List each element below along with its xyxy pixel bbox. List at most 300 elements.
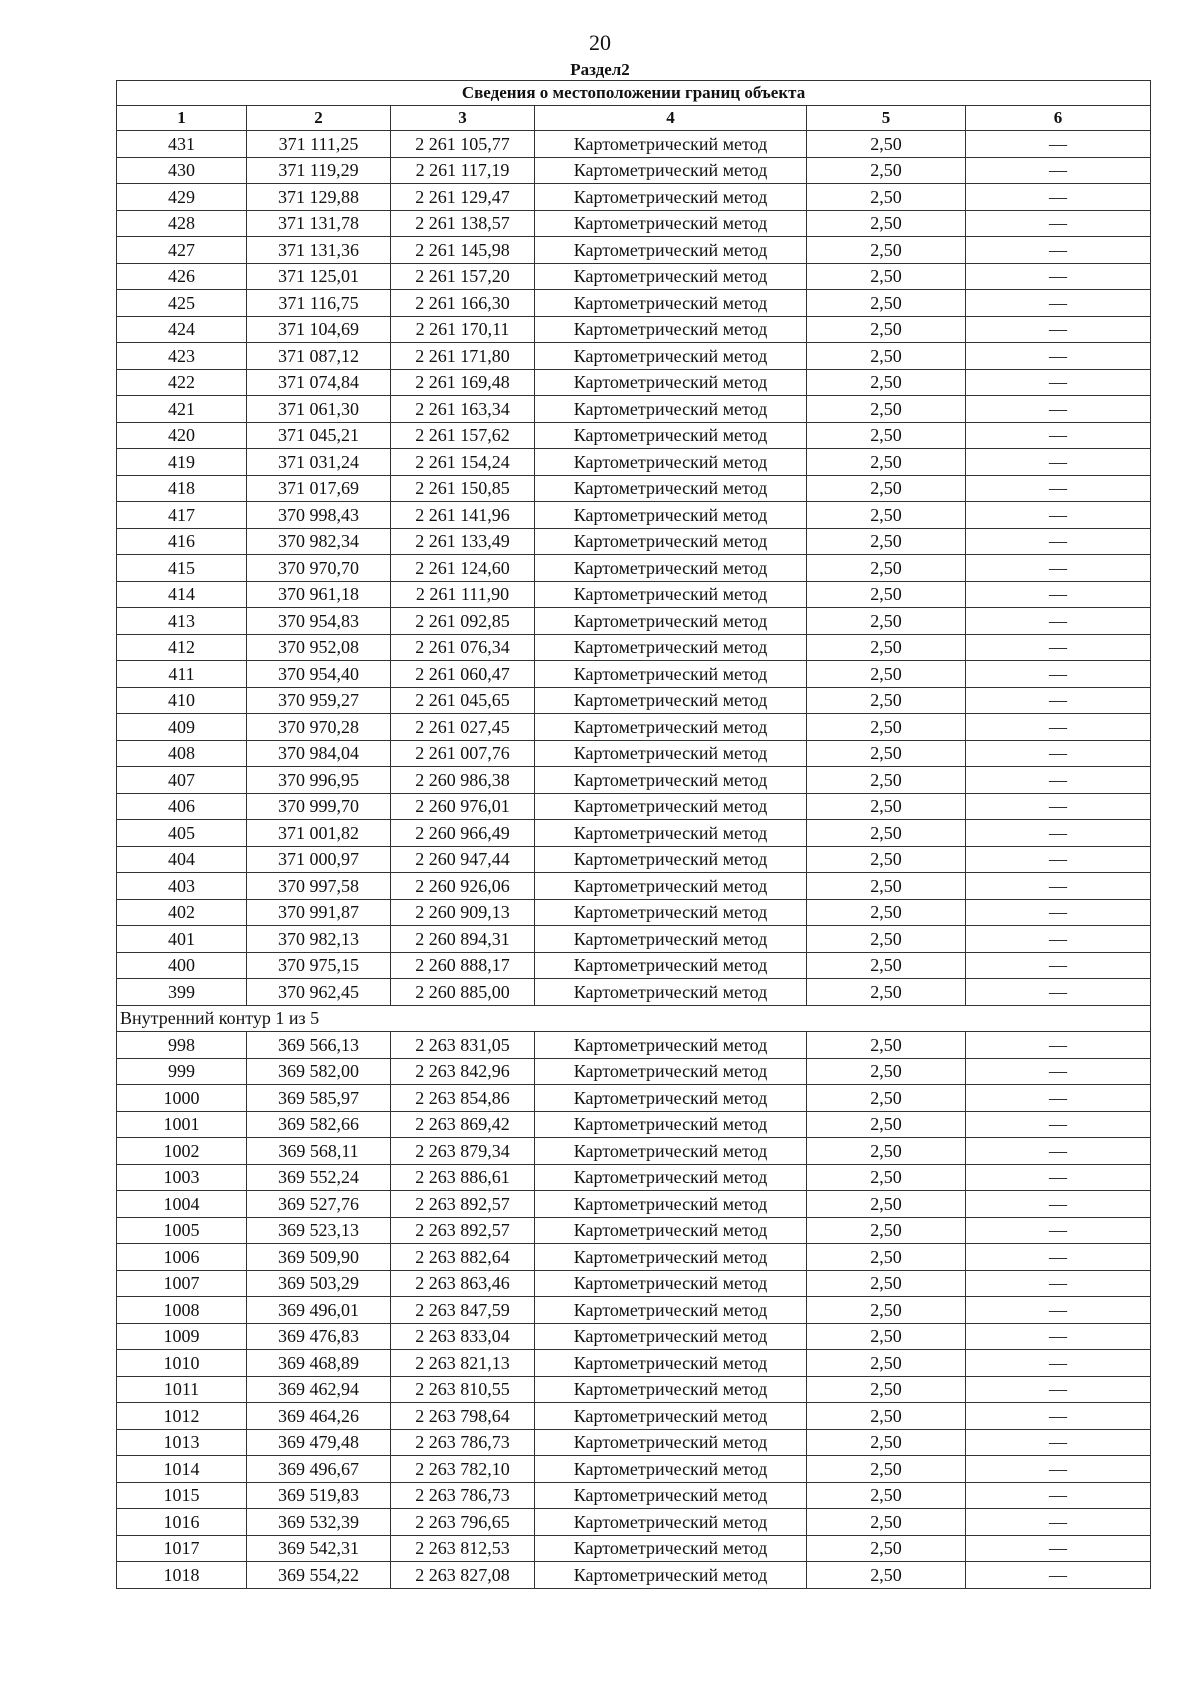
table-row [117,952,1151,979]
table-row [117,237,1151,264]
point-number-cell: 409 [117,714,247,741]
y-coordinate-cell: 2 260 986,38 [391,767,535,794]
accuracy-cell: 2,50 [807,1191,966,1218]
point-number-cell: 1016 [117,1509,247,1536]
y-coordinate-cell: 2 263 782,10 [391,1456,535,1483]
description-cell: — [966,1244,1151,1271]
point-number-cell: 1014 [117,1456,247,1483]
point-number-cell: 408 [117,740,247,767]
description-cell: — [966,157,1151,184]
x-coordinate-cell: 371 017,69 [247,475,391,502]
description-cell: — [966,210,1151,237]
description-cell: — [966,290,1151,317]
accuracy-cell: 2,50 [807,1058,966,1085]
y-coordinate-cell: 2 263 827,08 [391,1562,535,1589]
point-number-cell: 411 [117,661,247,688]
table-row [117,793,1151,820]
accuracy-cell: 2,50 [807,210,966,237]
x-coordinate-cell: 371 119,29 [247,157,391,184]
x-coordinate-cell: 369 503,29 [247,1270,391,1297]
table-row [117,369,1151,396]
point-number-cell: 415 [117,555,247,582]
accuracy-cell: 2,50 [807,1138,966,1165]
accuracy-cell: 2,50 [807,1376,966,1403]
table-row [117,634,1151,661]
accuracy-cell: 2,50 [807,1111,966,1138]
boundary-table [116,80,1151,1589]
x-coordinate-cell: 369 566,13 [247,1032,391,1059]
method-cell: Картометрический метод [535,1058,807,1085]
point-number-cell: 425 [117,290,247,317]
y-coordinate-cell: 2 261 133,49 [391,528,535,555]
column-header: 2 [247,106,391,131]
y-coordinate-cell: 2 263 892,57 [391,1217,535,1244]
method-cell: Картометрический метод [535,263,807,290]
point-number-cell: 1012 [117,1403,247,1430]
description-cell: — [966,1111,1151,1138]
accuracy-cell: 2,50 [807,1164,966,1191]
description-cell: — [966,608,1151,635]
x-coordinate-cell: 370 982,13 [247,926,391,953]
x-coordinate-cell: 371 116,75 [247,290,391,317]
x-coordinate-cell: 370 952,08 [247,634,391,661]
method-cell: Картометрический метод [535,608,807,635]
accuracy-cell: 2,50 [807,1085,966,1112]
accuracy-cell: 2,50 [807,1217,966,1244]
description-cell: — [966,1032,1151,1059]
contour-heading: Внутренний контур 1 из 5 [117,1005,1151,1032]
y-coordinate-cell: 2 261 124,60 [391,555,535,582]
x-coordinate-cell: 369 464,26 [247,1403,391,1430]
accuracy-cell: 2,50 [807,820,966,847]
x-coordinate-cell: 370 961,18 [247,581,391,608]
method-cell: Картометрический метод [535,1323,807,1350]
point-number-cell: 429 [117,184,247,211]
x-coordinate-cell: 369 479,48 [247,1429,391,1456]
point-number-cell: 1009 [117,1323,247,1350]
description-cell: — [966,422,1151,449]
point-number-cell: 1015 [117,1482,247,1509]
column-number-row [117,106,1151,131]
description-cell: — [966,343,1151,370]
point-number-cell: 999 [117,1058,247,1085]
column-header: 4 [535,106,807,131]
accuracy-cell: 2,50 [807,1270,966,1297]
point-number-cell: 1006 [117,1244,247,1271]
method-cell: Картометрический метод [535,369,807,396]
x-coordinate-cell: 369 585,97 [247,1085,391,1112]
accuracy-cell: 2,50 [807,1244,966,1271]
column-header: 3 [391,106,535,131]
description-cell: — [966,1350,1151,1377]
method-cell: Картометрический метод [535,979,807,1006]
point-number-cell: 1013 [117,1429,247,1456]
y-coordinate-cell: 2 263 847,59 [391,1297,535,1324]
point-number-cell: 405 [117,820,247,847]
description-cell: — [966,1535,1151,1562]
table-row [117,1350,1151,1377]
table-row [117,131,1151,158]
method-cell: Картометрический метод [535,634,807,661]
accuracy-cell: 2,50 [807,1535,966,1562]
description-cell: — [966,528,1151,555]
accuracy-cell: 2,50 [807,1429,966,1456]
x-coordinate-cell: 369 554,22 [247,1562,391,1589]
point-number-cell: 418 [117,475,247,502]
y-coordinate-cell: 2 261 060,47 [391,661,535,688]
description-cell: — [966,1297,1151,1324]
page-number: 20 [589,30,611,55]
method-cell: Картометрический метод [535,1191,807,1218]
method-cell: Картометрический метод [535,1085,807,1112]
description-cell: — [966,661,1151,688]
table-row [117,873,1151,900]
description-cell: — [966,316,1151,343]
y-coordinate-cell: 2 263 869,42 [391,1111,535,1138]
accuracy-cell: 2,50 [807,1297,966,1324]
accuracy-cell: 2,50 [807,714,966,741]
accuracy-cell: 2,50 [807,899,966,926]
x-coordinate-cell: 371 074,84 [247,369,391,396]
point-number-cell: 1000 [117,1085,247,1112]
x-coordinate-cell: 370 991,87 [247,899,391,926]
x-coordinate-cell: 370 954,40 [247,661,391,688]
accuracy-cell: 2,50 [807,475,966,502]
method-cell: Картометрический метод [535,899,807,926]
table-row [117,157,1151,184]
description-cell: — [966,952,1151,979]
x-coordinate-cell: 370 975,15 [247,952,391,979]
point-number-cell: 1017 [117,1535,247,1562]
point-number-cell: 420 [117,422,247,449]
table-row [117,767,1151,794]
column-header: 1 [117,106,247,131]
x-coordinate-cell: 370 954,83 [247,608,391,635]
accuracy-cell: 2,50 [807,926,966,953]
table-row [117,1217,1151,1244]
accuracy-cell: 2,50 [807,687,966,714]
y-coordinate-cell: 2 263 786,73 [391,1482,535,1509]
x-coordinate-cell: 369 496,67 [247,1456,391,1483]
x-coordinate-cell: 371 087,12 [247,343,391,370]
y-coordinate-cell: 2 263 796,65 [391,1509,535,1536]
y-coordinate-cell: 2 263 831,05 [391,1032,535,1059]
description-cell: — [966,793,1151,820]
description-cell: — [966,846,1151,873]
description-cell: — [966,634,1151,661]
y-coordinate-cell: 2 263 812,53 [391,1535,535,1562]
y-coordinate-cell: 2 261 027,45 [391,714,535,741]
x-coordinate-cell: 369 552,24 [247,1164,391,1191]
accuracy-cell: 2,50 [807,290,966,317]
x-coordinate-cell: 370 970,28 [247,714,391,741]
method-cell: Картометрический метод [535,793,807,820]
point-number-cell: 401 [117,926,247,953]
description-cell: — [966,687,1151,714]
table-header [117,81,1151,131]
accuracy-cell: 2,50 [807,767,966,794]
table-row [117,184,1151,211]
table-row [117,263,1151,290]
x-coordinate-cell: 371 031,24 [247,449,391,476]
x-coordinate-cell: 369 582,00 [247,1058,391,1085]
point-number-cell: 403 [117,873,247,900]
point-number-cell: 416 [117,528,247,555]
point-number-cell: 431 [117,131,247,158]
method-cell: Картометрический метод [535,184,807,211]
method-cell: Картометрический метод [535,767,807,794]
table-row [117,714,1151,741]
table-row [117,1509,1151,1536]
y-coordinate-cell: 2 263 810,55 [391,1376,535,1403]
accuracy-cell: 2,50 [807,422,966,449]
description-cell: — [966,820,1151,847]
method-cell: Картометрический метод [535,952,807,979]
y-coordinate-cell: 2 261 045,65 [391,687,535,714]
table-row [117,608,1151,635]
x-coordinate-cell: 371 125,01 [247,263,391,290]
accuracy-cell: 2,50 [807,608,966,635]
point-number-cell: 430 [117,157,247,184]
y-coordinate-cell: 2 261 092,85 [391,608,535,635]
accuracy-cell: 2,50 [807,555,966,582]
y-coordinate-cell: 2 260 885,00 [391,979,535,1006]
method-cell: Картометрический метод [535,1032,807,1059]
point-number-cell: 402 [117,899,247,926]
y-coordinate-cell: 2 263 886,61 [391,1164,535,1191]
x-coordinate-cell: 369 523,13 [247,1217,391,1244]
x-coordinate-cell: 369 509,90 [247,1244,391,1271]
x-coordinate-cell: 371 129,88 [247,184,391,211]
point-number-cell: 422 [117,369,247,396]
y-coordinate-cell: 2 263 863,46 [391,1270,535,1297]
point-number-cell: 406 [117,793,247,820]
accuracy-cell: 2,50 [807,343,966,370]
accuracy-cell: 2,50 [807,740,966,767]
point-number-cell: 427 [117,237,247,264]
y-coordinate-cell: 2 261 166,30 [391,290,535,317]
accuracy-cell: 2,50 [807,1562,966,1589]
description-cell: — [966,714,1151,741]
method-cell: Картометрический метод [535,1456,807,1483]
y-coordinate-cell: 2 261 138,57 [391,210,535,237]
method-cell: Картометрический метод [535,661,807,688]
description-cell: — [966,1562,1151,1589]
description-cell: — [966,1164,1151,1191]
point-number-cell: 424 [117,316,247,343]
point-number-cell: 1005 [117,1217,247,1244]
description-cell: — [966,873,1151,900]
y-coordinate-cell: 2 260 894,31 [391,926,535,953]
accuracy-cell: 2,50 [807,952,966,979]
x-coordinate-cell: 371 045,21 [247,422,391,449]
point-number-cell: 400 [117,952,247,979]
point-number-cell: 414 [117,581,247,608]
method-cell: Картометрический метод [535,1350,807,1377]
table-row [117,1456,1151,1483]
y-coordinate-cell: 2 260 976,01 [391,793,535,820]
x-coordinate-cell: 370 982,34 [247,528,391,555]
method-cell: Картометрический метод [535,1164,807,1191]
y-coordinate-cell: 2 263 798,64 [391,1403,535,1430]
description-cell: — [966,184,1151,211]
column-header: 5 [807,106,966,131]
y-coordinate-cell: 2 261 150,85 [391,475,535,502]
point-number-cell: 423 [117,343,247,370]
contour-heading-row [117,1005,1151,1032]
y-coordinate-cell: 2 263 821,13 [391,1350,535,1377]
description-cell: — [966,396,1151,423]
x-coordinate-cell: 370 996,95 [247,767,391,794]
table-row [117,290,1151,317]
method-cell: Картометрический метод [535,343,807,370]
accuracy-cell: 2,50 [807,581,966,608]
method-cell: Картометрический метод [535,714,807,741]
description-cell: — [966,1429,1151,1456]
table-row [117,1297,1151,1324]
description-cell: — [966,581,1151,608]
x-coordinate-cell: 370 999,70 [247,793,391,820]
point-number-cell: 421 [117,396,247,423]
description-cell: — [966,1403,1151,1430]
method-cell: Картометрический метод [535,926,807,953]
accuracy-cell: 2,50 [807,528,966,555]
y-coordinate-cell: 2 261 169,48 [391,369,535,396]
method-cell: Картометрический метод [535,846,807,873]
table-row [117,846,1151,873]
y-coordinate-cell: 2 263 842,96 [391,1058,535,1085]
y-coordinate-cell: 2 261 076,34 [391,634,535,661]
description-cell: — [966,926,1151,953]
description-cell: — [966,1085,1151,1112]
x-coordinate-cell: 369 527,76 [247,1191,391,1218]
method-cell: Картометрический метод [535,1482,807,1509]
y-coordinate-cell: 2 261 141,96 [391,502,535,529]
accuracy-cell: 2,50 [807,1323,966,1350]
x-coordinate-cell: 370 970,70 [247,555,391,582]
method-cell: Картометрический метод [535,555,807,582]
method-cell: Картометрический метод [535,1244,807,1271]
accuracy-cell: 2,50 [807,449,966,476]
x-coordinate-cell: 371 131,36 [247,237,391,264]
table-row [117,820,1151,847]
description-cell: — [966,1509,1151,1536]
method-cell: Картометрический метод [535,740,807,767]
x-coordinate-cell: 370 998,43 [247,502,391,529]
method-cell: Картометрический метод [535,237,807,264]
point-number-cell: 426 [117,263,247,290]
x-coordinate-cell: 370 984,04 [247,740,391,767]
x-coordinate-cell: 371 104,69 [247,316,391,343]
point-number-cell: 998 [117,1032,247,1059]
table-row [117,1032,1151,1059]
method-cell: Картометрический метод [535,873,807,900]
x-coordinate-cell: 371 061,30 [247,396,391,423]
table-row [117,502,1151,529]
y-coordinate-cell: 2 261 163,34 [391,396,535,423]
description-cell: — [966,1058,1151,1085]
point-number-cell: 1002 [117,1138,247,1165]
table-body [117,131,1151,1589]
description-cell: — [966,767,1151,794]
method-cell: Картометрический метод [535,1111,807,1138]
x-coordinate-cell: 370 959,27 [247,687,391,714]
point-number-cell: 407 [117,767,247,794]
table-caption: Сведения о местоположении границ объекта [117,81,1151,106]
method-cell: Картометрический метод [535,290,807,317]
table-row [117,449,1151,476]
table-row [117,1138,1151,1165]
y-coordinate-cell: 2 263 879,34 [391,1138,535,1165]
accuracy-cell: 2,50 [807,1032,966,1059]
table-row [117,316,1151,343]
method-cell: Картометрический метод [535,422,807,449]
accuracy-cell: 2,50 [807,184,966,211]
y-coordinate-cell: 2 260 909,13 [391,899,535,926]
x-coordinate-cell: 369 519,83 [247,1482,391,1509]
point-number-cell: 1011 [117,1376,247,1403]
y-coordinate-cell: 2 260 888,17 [391,952,535,979]
table-row [117,1562,1151,1589]
point-number-cell: 1003 [117,1164,247,1191]
table-row [117,1403,1151,1430]
point-number-cell: 417 [117,502,247,529]
accuracy-cell: 2,50 [807,157,966,184]
column-header: 6 [966,106,1151,131]
point-number-cell: 413 [117,608,247,635]
description-cell: — [966,131,1151,158]
y-coordinate-cell: 2 263 882,64 [391,1244,535,1271]
y-coordinate-cell: 2 261 157,20 [391,263,535,290]
x-coordinate-cell: 369 496,01 [247,1297,391,1324]
x-coordinate-cell: 370 962,45 [247,979,391,1006]
x-coordinate-cell: 369 532,39 [247,1509,391,1536]
description-cell: — [966,899,1151,926]
method-cell: Картометрический метод [535,475,807,502]
table-row [117,1164,1151,1191]
description-cell: — [966,1482,1151,1509]
description-cell: — [966,475,1151,502]
point-number-cell: 399 [117,979,247,1006]
method-cell: Картометрический метод [535,528,807,555]
y-coordinate-cell: 2 261 145,98 [391,237,535,264]
method-cell: Картометрический метод [535,210,807,237]
point-number-cell: 428 [117,210,247,237]
description-cell: — [966,449,1151,476]
y-coordinate-cell: 2 261 154,24 [391,449,535,476]
y-coordinate-cell: 2 261 171,80 [391,343,535,370]
table-row [117,475,1151,502]
method-cell: Картометрический метод [535,1217,807,1244]
x-coordinate-cell: 370 997,58 [247,873,391,900]
x-coordinate-cell: 371 001,82 [247,820,391,847]
table-row [117,1376,1151,1403]
table-row [117,926,1151,953]
method-cell: Картометрический метод [535,1403,807,1430]
point-number-cell: 412 [117,634,247,661]
accuracy-cell: 2,50 [807,1482,966,1509]
x-coordinate-cell: 369 462,94 [247,1376,391,1403]
x-coordinate-cell: 369 542,31 [247,1535,391,1562]
table-row [117,210,1151,237]
table-row [117,555,1151,582]
description-cell: — [966,1138,1151,1165]
method-cell: Картометрический метод [535,820,807,847]
table-row [117,1058,1151,1085]
y-coordinate-cell: 2 260 966,49 [391,820,535,847]
table-row [117,1429,1151,1456]
description-cell: — [966,1376,1151,1403]
